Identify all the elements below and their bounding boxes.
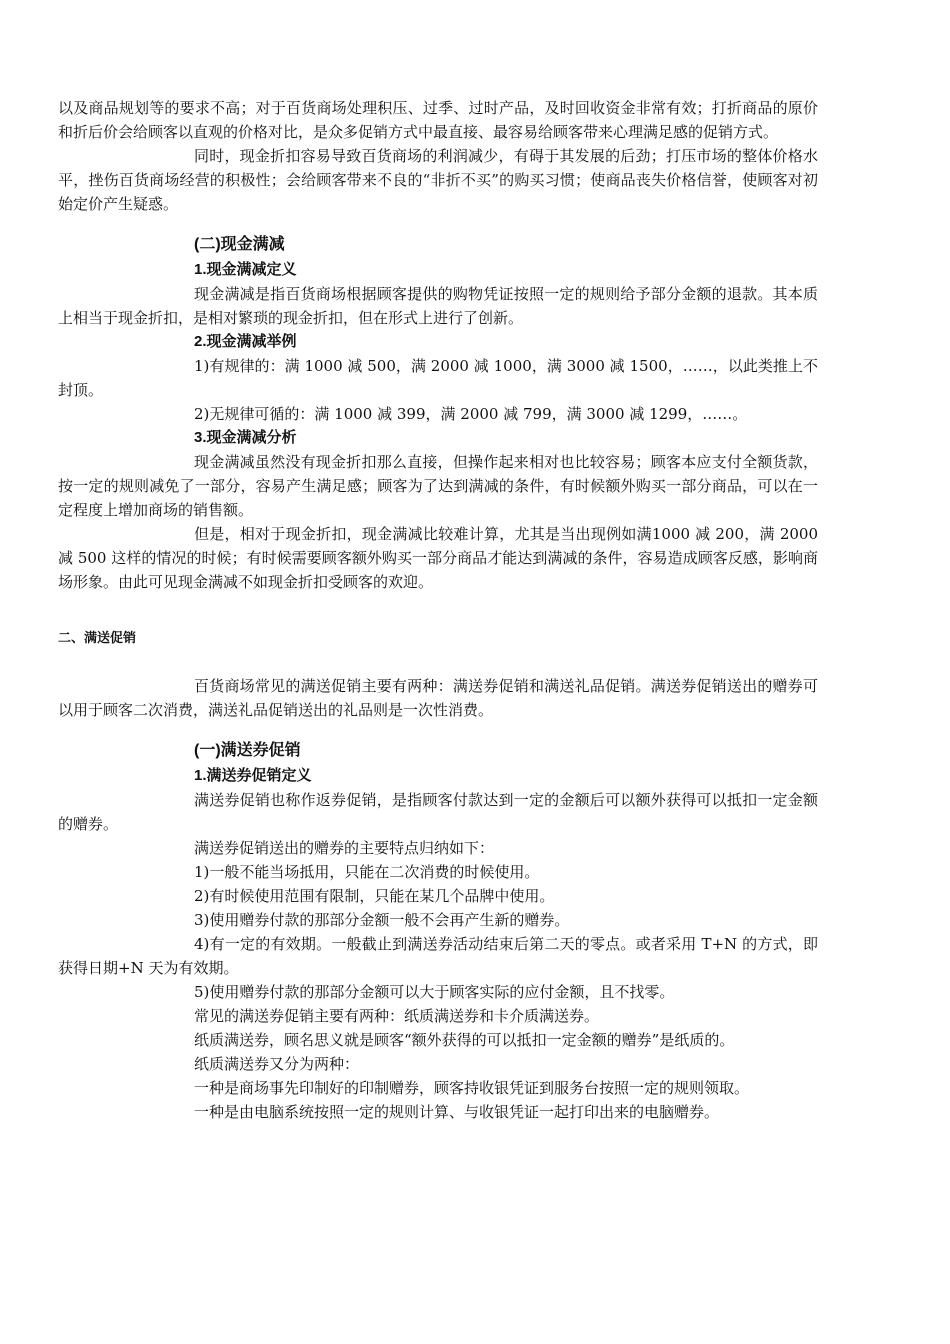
paragraph: 百货商场常见的满送促销主要有两种：满送券促销和满送礼品促销。满送券促销送出的赠券可以用于顾客二次消费，满送礼品促销送出的礼品则是一次性消费。 [58, 677, 818, 719]
list-item: 1)一般不能当场抵用，只能在二次消费的时候使用。 [194, 863, 540, 881]
paragraph: 2)无规律可循的：满 1000 减 399，满 2000 减 799，满 3000 减 1299，……。 [194, 405, 748, 423]
paragraph: 同时，现金折扣容易导致百货商场的利润减少，有碍于其发展的后劲；打压市场的整体价格水平，挫伤百货商场经营的积极性；会给顾客带来不良的“非折不买”的购买习惯；使商品丧失价格信誉，使顾客对初始定价产生疑惑。 [58, 147, 818, 213]
heading-coupon-definition: 1.满送券促销定义 [194, 767, 312, 784]
paragraph: 纸质满送券又分为两种： [194, 1055, 360, 1073]
paragraph: 常见的满送券促销主要有两种：纸质满送券和卡介质满送券。 [194, 1007, 600, 1025]
paragraph: 一种是由电脑系统按照一定的规则计算、与收银凭证一起打印出来的电脑赠券。 [194, 1103, 720, 1121]
paragraph: 满送券促销送出的赠券的主要特点归纳如下： [194, 839, 495, 857]
paragraph: 现金满减是指百货商场根据顾客提供的购物凭证按照一定的规则给予部分金额的退款。其本质上相当于现金折扣，是相对繁琐的现金折扣，但在形式上进行了创新。 [58, 285, 818, 327]
paragraph: 但是，相对于现金折扣，现金满减比较难计算，尤其是当出现例如满1000 减 200，满 2000 减 500 这样的情况的时候；有时候需要顾客额外购买一部分商品才能达到满减的条件，容易造成顾客反感，影响商场形象。由此可见现金满减不如现金折扣受顾客的欢迎。 [58, 525, 818, 591]
document-page [58, 96, 818, 1124]
list-item: 2)有时候使用范围有限制，只能在某几个品牌中使用。 [194, 887, 555, 905]
list-item: 3)使用赠券付款的那部分金额一般不会再产生新的赠券。 [194, 911, 570, 929]
list-item: 4)有一定的有效期。一般截止到满送券活动结束后第二天的零点。或者采用 T+N 的方式，即获得日期+N 天为有效期。 [58, 935, 818, 977]
list-item: 5)使用赠券付款的那部分金额可以大于顾客实际的应付金额，且不找零。 [194, 983, 675, 1001]
heading-coupon-promo: (一)满送券促销 [194, 742, 301, 759]
paragraph: 现金满减虽然没有现金折扣那么直接，但操作起来相对也比较容易；顾客本应支付全额货款，按一定的规则减免了一部分，容易产生满足感；顾客为了达到满减的条件，有时候额外购买一部分商品，可以在一定程度上增加商场的销售额。 [58, 453, 818, 519]
paragraph: 满送券促销也称作返券促销，是指顾客付款达到一定的金额后可以额外获得可以抵扣一定金额的赠券。 [58, 791, 818, 833]
paragraph: 纸质满送券，顾名思义就是顾客“额外获得的可以抵扣一定金额的赠券”是纸质的。 [194, 1031, 735, 1049]
heading-example: 2.现金满减举例 [194, 333, 297, 350]
paragraph: 以及商品规划等的要求不高；对于百货商场处理积压、过季、过时产品，及时回收资金非常有效；打折商品的原价和折后价会给顾客以直观的价格对比，是众多促销方式中最直接、最容易给顾客带来心理满足感的促销方式。 [58, 99, 818, 141]
paragraph: 1)有规律的：满 1000 减 500，满 2000 减 1000，满 3000 减 1500，……，以此类推上不封顶。 [58, 357, 818, 399]
heading-section-2: 二、满送促销 [58, 630, 137, 645]
paragraph: 一种是商场事先印制好的印制赠券，顾客持收银凭证到服务台按照一定的规则领取。 [194, 1079, 750, 1097]
heading-analysis: 3.现金满减分析 [194, 429, 297, 446]
heading-definition: 1.现金满减定义 [194, 261, 297, 278]
heading-cash-reduction: (二)现金满减 [194, 236, 285, 253]
